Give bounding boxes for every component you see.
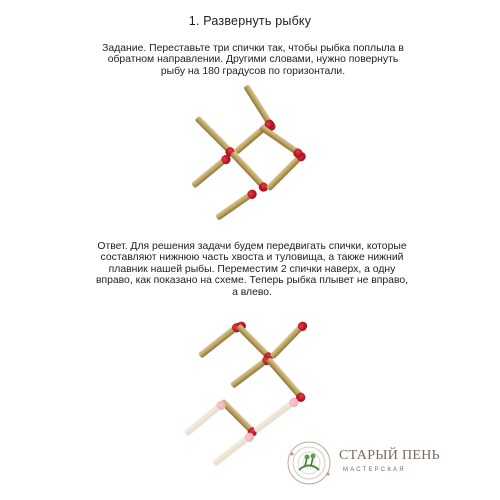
moved-match-8 [184, 402, 224, 437]
match-4 [191, 156, 229, 189]
match-2 [234, 121, 272, 155]
match-4 [270, 323, 305, 359]
match-8 [215, 191, 254, 221]
task-text: Задание. Переставьте три спички так, чтобы рыбка поплыла в обратном направлении. Другими словами, нужно повернуть рыбу на 180 градусов по горизонтали. [102, 43, 404, 77]
match-7 [220, 399, 256, 435]
match-5 [230, 357, 270, 389]
match-2 [198, 324, 240, 359]
match-6 [266, 153, 304, 191]
match-7 [259, 125, 301, 157]
moved-match-10 [253, 399, 297, 434]
match-3 [236, 324, 272, 360]
page-title: 1. Развернуть рыбку [188, 14, 312, 28]
tree-stump-icon [283, 436, 335, 488]
match-3 [195, 116, 234, 155]
match-1 [243, 84, 274, 128]
match-1 [237, 322, 244, 330]
match-5 [230, 151, 267, 190]
brand-logo [283, 432, 441, 490]
match-6 [266, 357, 305, 400]
moved-match-9 [212, 434, 252, 467]
answer-text: Ответ. Для решения задачи будем передвигать спички, которые составляют нижнюю часть хвоста и туловища, а также нижний плавник нашей рыбы. Переместим 2 спички наверх, а одну вправо, как показано на схеме. Теперь рыбка плывет не вправо, а влево. [95, 241, 409, 298]
brand-name: СТАРЫЙ ПЕНЬ [339, 448, 441, 463]
brand-subtitle: МАСТЕРСКАЯ [343, 467, 406, 473]
